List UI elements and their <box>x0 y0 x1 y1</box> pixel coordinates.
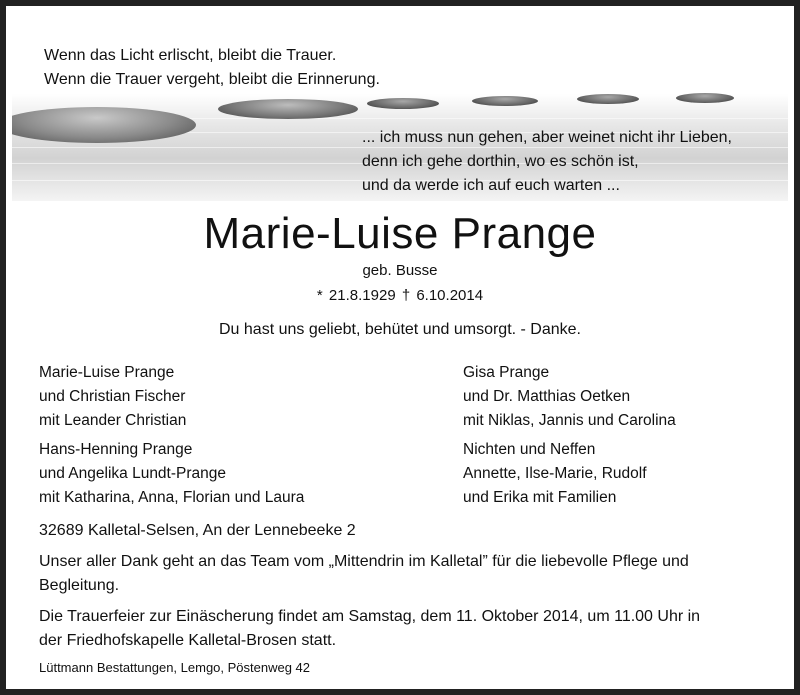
family-line: Annette, Ilse-Marie, Rudolf <box>463 465 647 482</box>
family-line: Marie-Luise Prange <box>39 364 175 381</box>
stone-4 <box>472 96 538 106</box>
family-line: mit Niklas, Jannis und Carolina <box>463 412 676 429</box>
gratitude-line: Unser aller Dank geht an das Team vom „Mittendrin im Kalletal” für die liebevolle Pflege und <box>39 553 689 570</box>
life-dates: * 21.8.1929 † 6.10.2014 <box>316 287 484 304</box>
stones-water-image <box>12 6 788 201</box>
address: 32689 Kalletal-Selsen, An der Lennebeeke 2 <box>39 522 356 539</box>
birth-name: geb. Busse <box>362 262 438 279</box>
quote-line: Wenn die Trauer vergeht, bleibt die Erinnerung. <box>44 71 380 88</box>
gratitude-line: Begleitung. <box>39 577 120 594</box>
thanks-line: Du hast uns geliebt, behütet und umsorgt. - Danke. <box>219 321 581 338</box>
family-line: und Angelika Lundt-Prange <box>39 465 227 482</box>
quote-line: und da werde ich auf euch warten ... <box>362 177 620 194</box>
deceased-name: Marie-Luise Prange <box>203 209 597 258</box>
quote-line: ... ich muss nun gehen, aber weinet nicht ihr Lieben, <box>362 129 732 146</box>
stone-1 <box>12 107 196 143</box>
family-group <box>463 361 676 433</box>
family-line: und Dr. Matthias Oetken <box>463 388 631 405</box>
ceremony-line: Die Trauerfeier zur Einäscherung findet am Samstag, dem 11. Oktober 2014, um 11.00 Uhr in <box>39 608 701 625</box>
ceremony-paragraph <box>39 605 764 653</box>
family-line: Hans-Henning Prange <box>39 441 193 458</box>
ceremony-line: der Friedhofskapelle Kalletal-Brosen statt. <box>39 632 337 649</box>
family-group <box>39 438 304 510</box>
stone-6 <box>676 93 734 103</box>
quote-line: denn ich gehe dorthin, wo es schön ist, <box>362 153 639 170</box>
quote-line: Wenn das Licht erlischt, bleibt die Trauer. <box>44 47 337 64</box>
quote-right <box>362 126 732 198</box>
family-line: und Erika mit Familien <box>463 489 617 506</box>
family-line: mit Katharina, Anna, Florian und Laura <box>39 489 305 506</box>
stone-2 <box>218 99 358 119</box>
gratitude-paragraph <box>39 550 764 598</box>
family-line: Gisa Prange <box>463 364 550 381</box>
family-line: mit Leander Christian <box>39 412 187 429</box>
funeral-home-footer: Lüttmann Bestattungen, Lemgo, Pöstenweg 42 <box>39 660 311 675</box>
family-group <box>39 361 186 433</box>
stone-5 <box>577 94 639 104</box>
stone-3 <box>367 98 439 109</box>
family-line: Nichten und Neffen <box>463 441 596 458</box>
family-group <box>463 438 647 510</box>
quote-top <box>44 44 380 92</box>
family-line: und Christian Fischer <box>39 388 186 405</box>
